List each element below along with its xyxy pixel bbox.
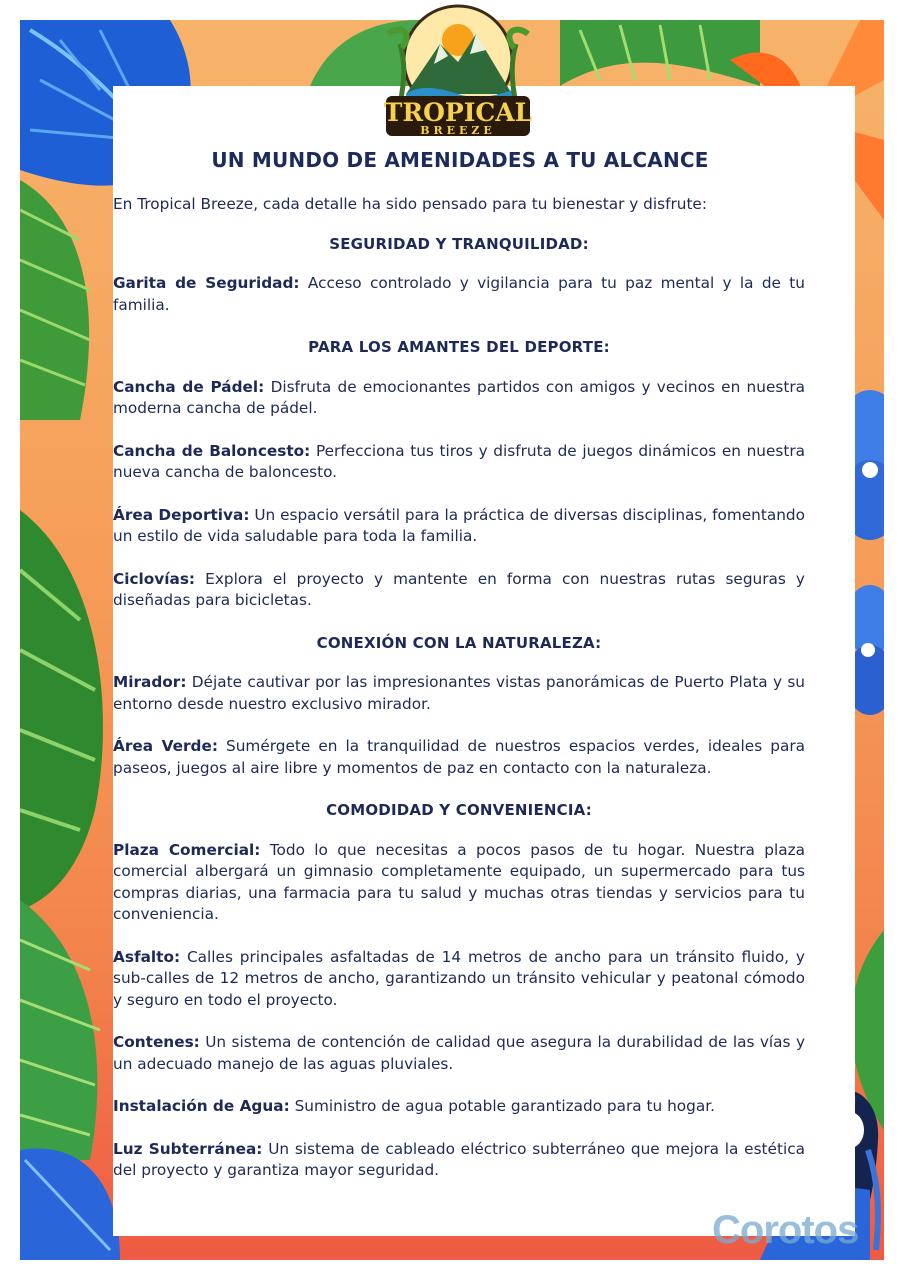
amenity-description: Disfruta de emocionantes partidos con amigos y vecinos en nuestra moderna cancha de pádel. xyxy=(113,377,805,417)
amenity-item xyxy=(113,1032,805,1075)
amenity-term: Cancha de Baloncesto: xyxy=(113,441,311,460)
palm-leaf-icon xyxy=(20,180,110,420)
amenity-item xyxy=(113,1139,805,1182)
amenity-term: Ciclovías: xyxy=(113,569,196,588)
amenity-item xyxy=(113,947,805,1012)
amenity-description: Acceso controlado y vigilancia para tu paz mental y la de tu familia. xyxy=(113,274,805,314)
brand-sub: BREEZE xyxy=(420,124,496,137)
amenity-description: Déjate cautivar por las impresionantes vistas panorámicas de Puerto Plata y su entorno desde nuestro exclusivo mirador. xyxy=(113,673,805,713)
section-heading: PARA LOS AMANTES DEL DEPORTE: xyxy=(308,338,610,356)
amenity-term: Área Verde: xyxy=(113,737,218,755)
amenity-item xyxy=(113,736,805,779)
watermark: Corotos xyxy=(712,1208,859,1252)
amenity-item xyxy=(113,505,805,548)
section-heading: COMODIDAD Y CONVENIENCIA: xyxy=(326,801,592,819)
amenity-description: Explora el proyecto y mantente en forma con nuestras rutas seguras y diseñadas para bicicletas. xyxy=(113,569,805,609)
amenity-term: Contenes: xyxy=(113,1033,200,1051)
section-heading: CONEXIÓN CON LA NATURALEZA: xyxy=(316,633,602,652)
amenity-description: Un sistema de cableado eléctrico subterráneo que mejora la estética del proyecto y garantiza mayor seguridad. xyxy=(113,1139,806,1179)
brand-name: TROPICAL xyxy=(383,98,533,127)
amenity-item xyxy=(113,672,805,715)
page-title: UN MUNDO DE AMENIDADES A TU ALCANCE xyxy=(211,148,709,172)
amenity-description: Suministro de agua potable garantizado para tu hogar. xyxy=(294,1097,715,1115)
amenity-item xyxy=(113,840,805,926)
amenity-item xyxy=(113,1096,805,1118)
amenity-item xyxy=(113,377,805,420)
amenity-item xyxy=(113,441,805,484)
amenity-term: Área Deportiva: xyxy=(113,505,250,524)
section-heading: SEGURIDAD Y TRANQUILIDAD: xyxy=(329,234,589,253)
amenity-term: Garita de Seguridad: xyxy=(113,274,300,292)
amenity-term: Mirador: xyxy=(113,673,187,691)
amenity-description: Perfecciona tus tiros y disfruta de juegos dinámicos en nuestra nueva cancha de baloncesto. xyxy=(113,441,805,481)
amenity-term: Asfalto: xyxy=(113,947,181,966)
tropical-breeze-logo xyxy=(380,4,536,140)
amenity-term: Luz Subterránea: xyxy=(113,1139,263,1158)
amenities-content xyxy=(113,194,805,1203)
palm-leaf-icon xyxy=(20,900,115,1160)
monstera-leaf-icon xyxy=(20,510,115,910)
amenity-description: Un sistema de contención de calidad que asegura la durabilidad de las vías y un adecuado manejo de las aguas pluviales. xyxy=(113,1033,805,1073)
amenity-description: Sumérgete en la tranquilidad de nuestros espacios verdes, ideales para paseos, juegos al aire libre y momentos de paz en contacto con la naturaleza. xyxy=(113,737,805,777)
amenity-term: Cancha de Pádel: xyxy=(113,377,265,396)
amenity-description: Calles principales asfaltadas de 14 metros de ancho para un tránsito fluido, y sub-calles de 12 metros de ancho, garantizando un tránsito vehicular y peatonal cómodo y seguro en todo el proyecto. xyxy=(113,947,805,1009)
amenity-description: Un espacio versátil para la práctica de diversas disciplinas, fomentando un estilo de vida saludable para toda la familia. xyxy=(113,505,805,545)
amenity-term: Plaza Comercial: xyxy=(113,840,261,859)
amenity-item xyxy=(113,273,805,316)
amenity-term: Instalación de Agua: xyxy=(113,1097,290,1115)
intro-text: En Tropical Breeze, cada detalle ha sido pensado para tu bienestar y disfrute: xyxy=(113,195,708,213)
amenity-description: Todo lo que necesitas a pocos pasos de tu hogar. Nuestra plaza comercial albergará un gimnasio completamente equipado, un supermercado para tus compras diarias, una farmacia para tu salud y muchas otras tiendas y servicios para tu conveniencia. xyxy=(113,840,805,923)
amenity-item xyxy=(113,569,805,612)
